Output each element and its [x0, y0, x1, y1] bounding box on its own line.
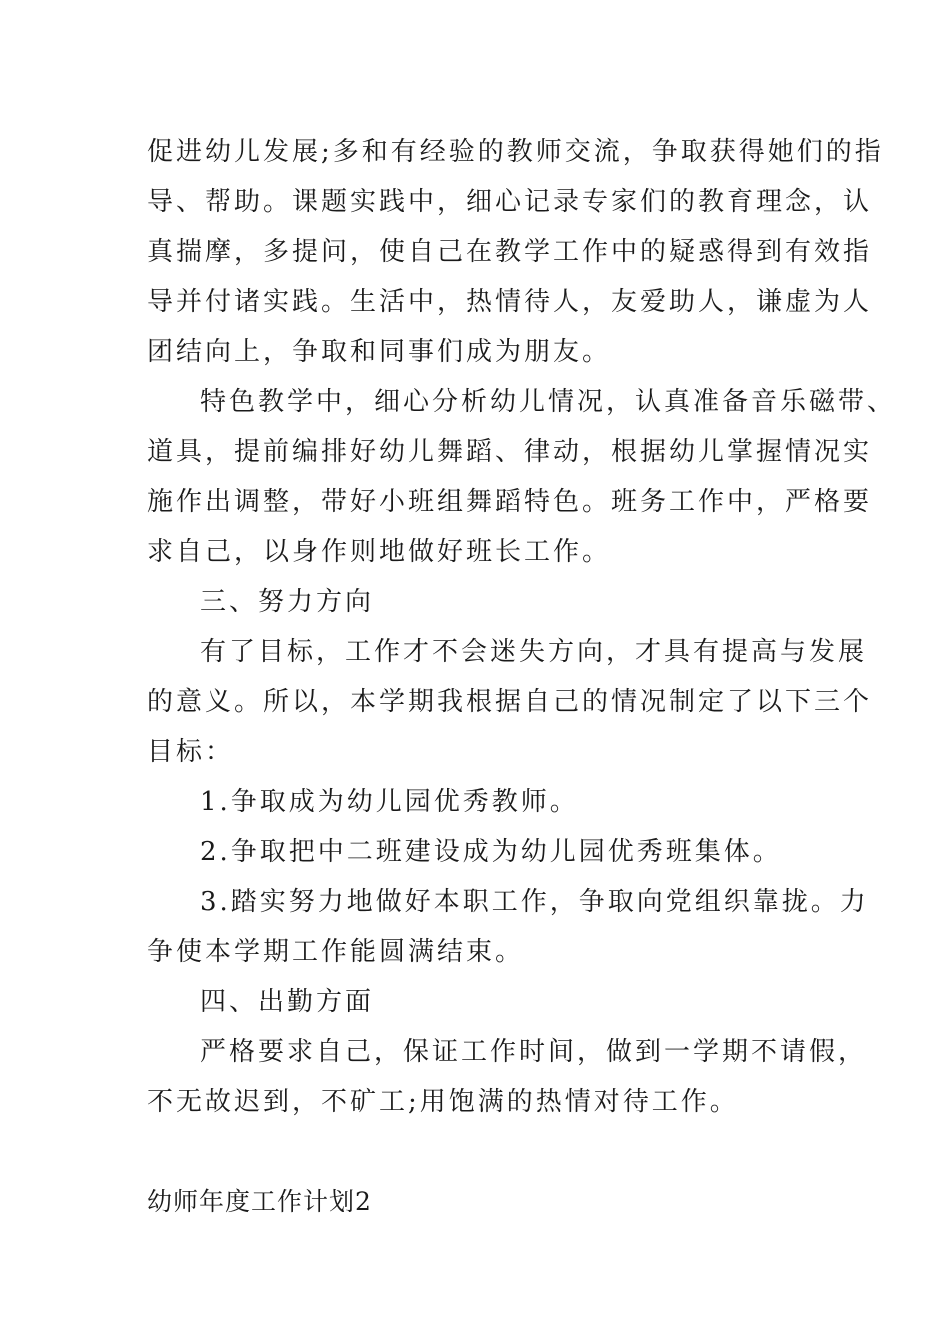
paragraph-line: 不无故迟到，不矿工;用饱满的热情对待工作。: [147, 1087, 739, 1117]
paragraph-line: 促进幼儿发展;多和有经验的教师交流，争取获得她们的指: [147, 137, 884, 167]
paragraph-line: 目标：: [147, 737, 235, 767]
paragraph-line: 的意义。所以，本学期我根据自己的情况制定了以下三个: [147, 687, 873, 717]
paragraph-line: 团结向上，争取和同事们成为朋友。: [147, 337, 612, 367]
section-heading: 四、出勤方面: [200, 987, 375, 1017]
paragraph-line: 施作出调整，带好小班组舞蹈特色。班务工作中，严格要: [147, 487, 873, 517]
paragraph-line: 导、帮助。课题实践中，细心记录专家们的教育理念，认: [147, 187, 873, 217]
paragraph-line: 严格要求自己，保证工作时间，做到一学期不请假，: [200, 1037, 868, 1067]
list-item: 1.争取成为幼儿园优秀教师。: [200, 787, 579, 817]
paragraph-line: 导并付诸实践。生活中，热情待人，友爱助人，谦虚为人: [147, 287, 873, 317]
paragraph-line: 特色教学中，细心分析幼儿情况，认真准备音乐磁带、: [200, 387, 897, 417]
section-heading: 三、努力方向: [200, 587, 375, 617]
list-item: 2.争取把中二班建设成为幼儿园优秀班集体。: [200, 837, 782, 867]
paragraph-line: 求自己，以身作则地做好班长工作。: [147, 537, 612, 567]
next-section-title: 幼师年度工作计划2: [147, 1187, 372, 1216]
paragraph-line: 道具，提前编排好幼儿舞蹈、律动，根据幼儿掌握情况实: [147, 437, 873, 467]
paragraph-line: 有了目标，工作才不会迷失方向，才具有提高与发展: [200, 637, 868, 667]
paragraph-line: 真揣摩，多提问，使自己在教学工作中的疑惑得到有效指: [147, 237, 873, 267]
list-item: 3.踏实努力地做好本职工作，争取向党组织靠拢。力: [200, 887, 869, 917]
paragraph-line: 争使本学期工作能圆满结束。: [147, 937, 525, 967]
